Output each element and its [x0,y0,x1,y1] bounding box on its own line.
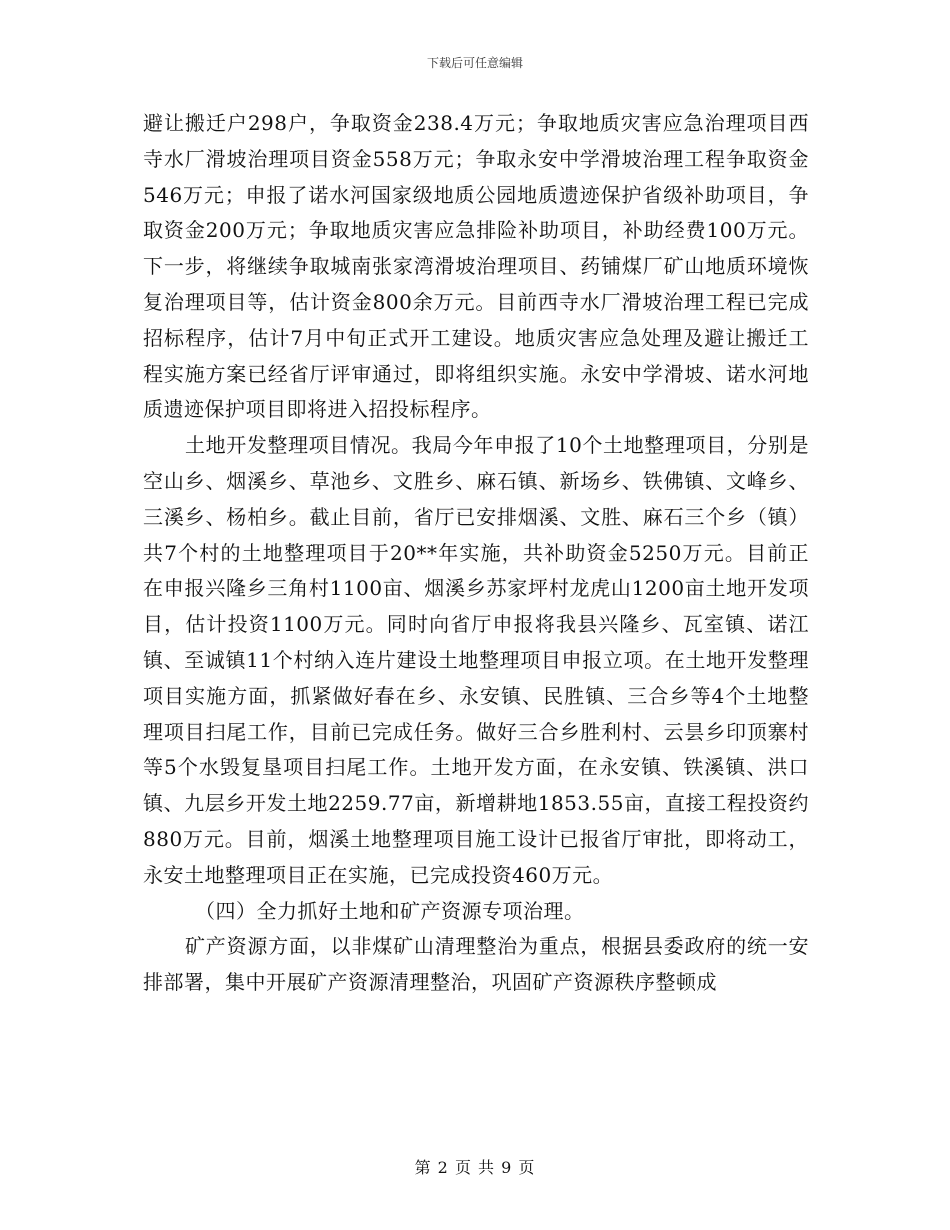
page-header: 下载后可任意编辑 [426,56,523,70]
document-body [143,106,809,1001]
section-heading-4: （四）全力抓好土地和矿产资源专项治理。 [195,898,585,923]
page-footer: 第 2 页 共 9 页 [414,1158,536,1177]
paragraph-mineral-resources: 矿产资源方面，以非煤矿山清理整治为重点，根据县委政府的统一安排部署，集中开展矿产资源清理整治，巩固矿产资源秩序整顿成 [143,934,809,995]
paragraph-geohazard-funding: 避让搬迁户298户，争取资金238.4万元；争取地质灾害应急治理项目西寺水厂滑坡治理项目资金558万元；争取永安中学滑坡治理工程争取资金546万元；申报了诺水河国家级地质公园地质遗迹保护省级补助项目，争取资金200万元；争取地质灾害应急排险补助项目，补助经费100万元。下一步，将继续争取城南张家湾滑坡治理项目、药铺煤厂矿山地质环境恢复治理项目等，估计资金800余万元。目前西寺水厂滑坡治理工程已完成招标程序，估计7月中旬正式开工建设。地质灾害应急处理及避让搬迁工程实施方案已经省厅评审通过，即将组织实施。永安中学滑坡、诺水河地质遗迹保护项目即将进入招投标程序。 [143,111,809,422]
paragraph-land-development: 土地开发整理项目情况。我局今年申报了10个土地整理项目，分别是空山乡、烟溪乡、草池乡、文胜乡、麻石镇、新场乡、铁佛镇、文峰乡、三溪乡、杨柏乡。截止目前，省厅已安排烟溪、文胜、麻石三个乡（镇）共7个村的土地整理项目于20**年实施，共补助资金5250万元。目前正在申报兴隆乡三角村1100亩、烟溪乡苏家坪村龙虎山1200亩土地开发项目，估计投资1100万元。同时向省厅申报将我县兴隆乡、瓦室镇、诺江镇、至诚镇11个村纳入连片建设土地整理项目申报立项。在土地开发整理项目实施方面，抓紧做好春在乡、永安镇、民胜镇、三合乡等4个土地整理项目扫尾工作，目前已完成任务。做好三合乡胜利村、云昙乡印顶寨村等5个水毁复垦项目扫尾工作。土地开发方面，在永安镇、铁溪镇、洪口镇、九层乡开发土地2259.77亩，新增耕地1853.55亩，直接工程投资约880万元。目前，烟溪土地整理项目施工设计已报省厅审批，即将动工，永安土地整理项目正在实施，已完成投资460万元。 [143,433,809,887]
